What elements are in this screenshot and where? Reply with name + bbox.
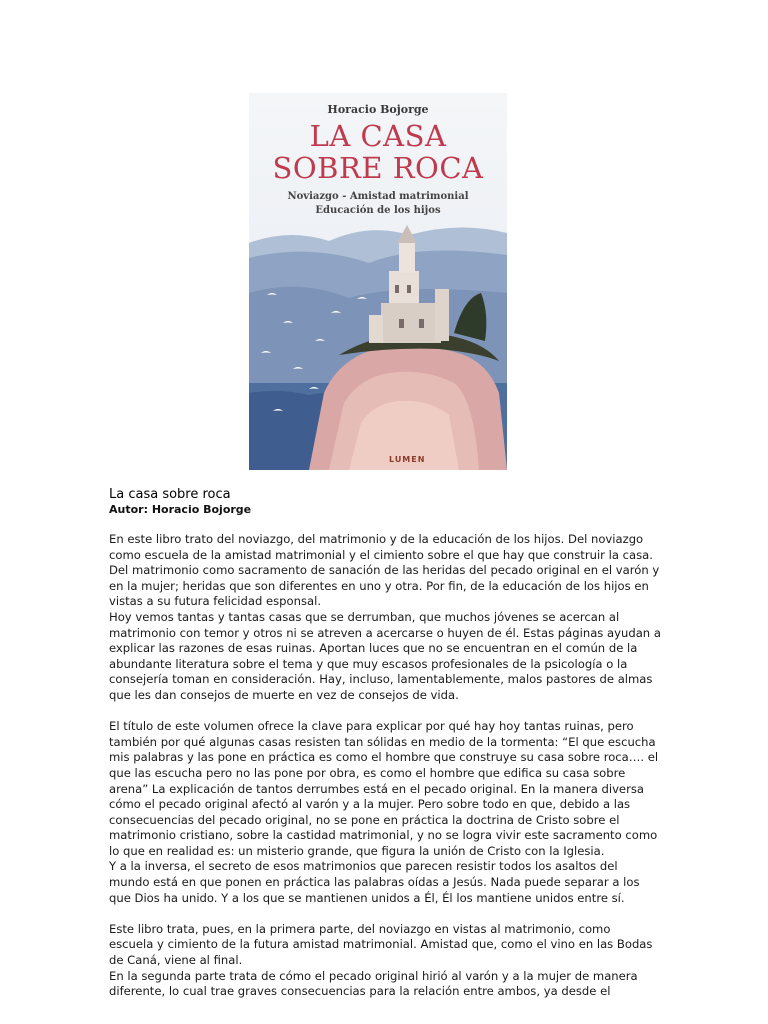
cover-publisher-logo: LUMEN xyxy=(389,455,426,464)
text-line: Del matrimonio como sacramento de sanación de las heridas del pecado original en el varón y xyxy=(109,563,660,578)
body-text xyxy=(109,532,669,1000)
text-line: En la segunda parte trata de cómo el pecado original hirió al varón y a la mujer de manera xyxy=(109,968,638,983)
text-line: abundante literatura sobre el tema y que muy escasos profesionales de la psicología o la xyxy=(109,656,628,671)
text-line: en la mujer; heridas que son diferentes en uno y otra. Por fin, de la educación de los hijos en xyxy=(109,578,649,593)
text-line: matrimonio cristiano, sobre la castidad matrimonial, y no se logra vivir este sacramento como xyxy=(109,828,658,843)
text-line: mundo está en que ponen en práctica las palabras oídas a Jesús. Nada puede separar a los xyxy=(109,875,640,890)
paragraph xyxy=(109,719,669,906)
text-line: de Caná, viene al final. xyxy=(109,953,243,968)
text-line: En este libro trato del noviazgo, del matrimonio y de la educación de los hijos. Del noviazgo xyxy=(109,532,644,546)
text-line: Hoy vemos tantas y tantas casas que se derrumban, que muchos jóvenes se acercan al xyxy=(109,609,620,624)
text-line: como escuela de la amistad matrimonial y el cimiento sobre el que hay que construir la casa. xyxy=(109,547,653,562)
text-line: matrimonio con temor y otros ni se atreven a acercarse o huyen de él. Estas páginas ayudan a xyxy=(109,625,661,640)
cover-author: Horacio Bojorge xyxy=(327,103,429,116)
text-line: que les dan consejos de muerte en vez de consejos de vida. xyxy=(109,687,459,702)
text-line: diferente, lo cual trae graves consecuencias para la relación entre ambos, ya desde el xyxy=(109,984,611,999)
text-line: Este libro trata, pues, en la primera parte, del noviazgo en vistas al matrimonio, como xyxy=(109,921,611,936)
text-line: también por qué algunas casas resisten tan sólidas en medio de la tormenta: “El que escucha xyxy=(109,734,656,749)
document-title: La casa sobre roca xyxy=(109,487,231,502)
text-line: escuela y cimiento de la futura amistad matrimonial. Amistad que, como el vino en las Bodas xyxy=(109,937,653,952)
text-line: arena” La explicación de tantos derrumbes está en el pecado original. En la manera diversa xyxy=(109,781,644,796)
text-line: mis palabras y las pone en práctica es como el hombre que construye su casa sobre roca…. el xyxy=(109,750,659,765)
text-line: explicar las razones de esas ruinas. Aportan luces que no se encuentran en el común de la xyxy=(109,641,638,656)
paragraph-gap xyxy=(109,704,669,720)
cover-title-line2: SOBRE ROCA xyxy=(272,151,484,185)
text-line: cómo el pecado original afectó al varón y a la mujer. Pero sobre todo en que, debido a las xyxy=(109,797,631,812)
text-line: consecuencias del pecado original, no se pone en práctica la doctrina de Cristo sobre el xyxy=(109,812,620,827)
text-line: que Dios ha unido. Y a los que se mantienen unidos a Él, Él los mantiene unidos entre sí. xyxy=(109,890,625,905)
text-line: vistas a su futura felicidad esponsal. xyxy=(109,594,322,609)
paragraph xyxy=(109,532,669,704)
text-line: El título de este volumen ofrece la clave para explicar por qué hay hoy tantas ruinas, pero xyxy=(109,719,634,734)
text-line: consejería toman en consideración. Hay, incluso, lamentablemente, malos pastores de almas xyxy=(109,672,653,687)
cover-title-line1: LA CASA xyxy=(309,119,447,153)
book-cover-image xyxy=(249,93,507,470)
text-line: lo que en realidad es: un misterio grande, que figura la unión de Cristo con la Iglesia. xyxy=(109,843,605,858)
document-author: Autor: Horacio Bojorge xyxy=(109,503,252,516)
cover-subtitle-line1: Noviazgo - Amistad matrimonial xyxy=(287,191,469,202)
paragraph xyxy=(109,922,669,1000)
cover-subtitle-line2: Educación de los hijos xyxy=(315,205,441,216)
paragraph-gap xyxy=(109,906,669,922)
text-line: Y a la inversa, el secreto de esos matrimonios que parecen resistir todos los asaltos del xyxy=(109,859,618,874)
text-line: que las escucha pero no las pone por obra, es como el hombre que edifica su casa sobre xyxy=(109,765,626,780)
